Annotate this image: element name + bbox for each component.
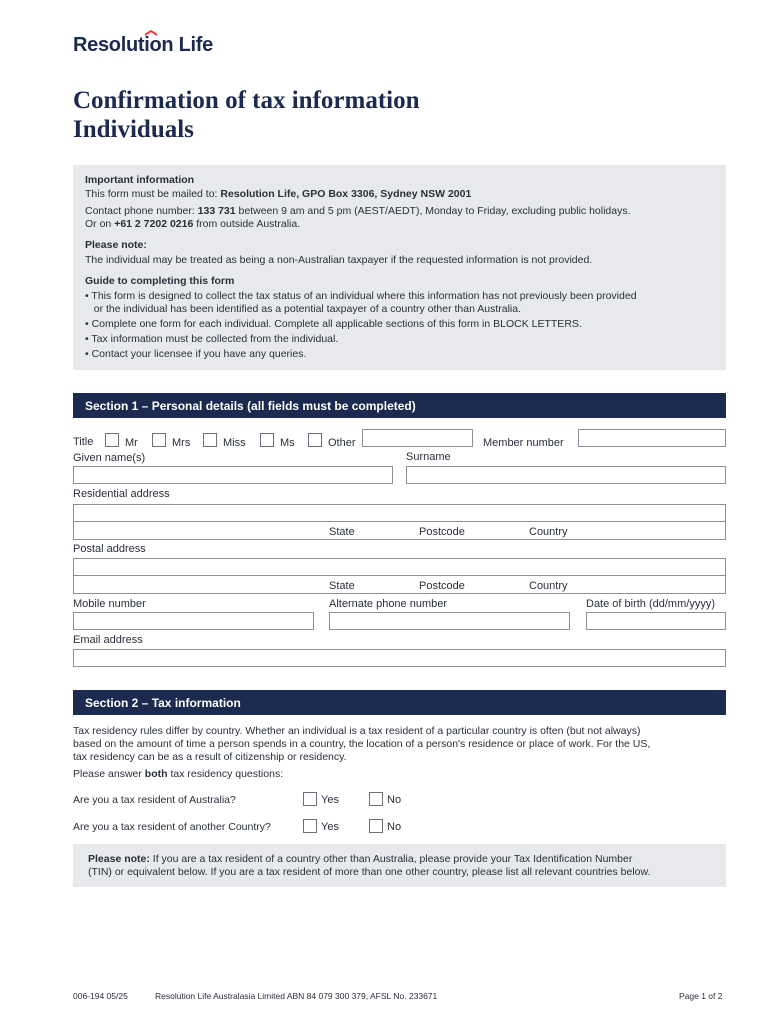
guide-line: • This form is designed to collect the tax status of an individual where this information has not previously been provided	[85, 290, 637, 302]
title-other-checkbox[interactable]	[308, 433, 322, 447]
email-label: Email address	[73, 634, 143, 646]
title-mr-checkbox[interactable]	[105, 433, 119, 447]
tin-note-panel	[73, 844, 726, 887]
title-label: Title	[73, 436, 94, 448]
page-number: Page 1 of 2	[679, 991, 723, 1001]
page-title	[73, 86, 420, 144]
title-other-input[interactable]	[362, 429, 473, 447]
q1-australia-label: Are you a tax resident of Australia?	[73, 794, 236, 806]
mobile-number-label: Mobile number	[73, 598, 146, 610]
title-miss-label: Miss	[223, 437, 246, 449]
alternate-phone-input[interactable]	[329, 612, 570, 630]
residential-address-line-1[interactable]	[73, 504, 726, 522]
residential-state-label: State	[329, 526, 355, 538]
email-input[interactable]	[73, 649, 726, 667]
title-mrs-label: Mrs	[172, 437, 191, 449]
note-text: The individual may be treated as being a non-Australian taxpayer if the requested information is not provided.	[85, 254, 593, 266]
overseas-line: Or on +61 2 7202 0216 from outside Australia.	[85, 218, 301, 230]
q2-no-checkbox[interactable]	[369, 819, 383, 833]
form-code: 006-194 05/25	[73, 991, 128, 1001]
q2-yes-label: Yes	[321, 821, 339, 833]
important-information-panel	[73, 165, 726, 370]
surname-label: Surname	[406, 451, 451, 463]
info-heading: Important information	[85, 174, 195, 186]
title-miss-checkbox[interactable]	[203, 433, 217, 447]
q2-no-label: No	[387, 821, 402, 833]
postal-address-line-2[interactable]	[73, 575, 726, 594]
q1-no-checkbox[interactable]	[369, 792, 383, 806]
postal-postcode-label: Postcode	[419, 580, 465, 592]
q1-yes-checkbox[interactable]	[303, 792, 317, 806]
title-ms-checkbox[interactable]	[260, 433, 274, 447]
guide-line: • Tax information must be collected from the individual.	[85, 333, 339, 345]
residential-address-label: Residential address	[73, 488, 170, 500]
residential-postcode-label: Postcode	[419, 526, 465, 538]
mobile-number-input[interactable]	[73, 612, 314, 630]
surname-input[interactable]	[406, 466, 726, 484]
section-1-header: Section 1 – Personal details (all fields must be completed)	[73, 393, 726, 418]
tax-residency-intro: Tax residency rules differ by country. Whether an individual is a tax resident of a particular country is often (but not always) based on the amount of time a person spends in a country, the location of a person's residence or place of work. For the US, tax residency can be as a result of citizenship or residency.	[73, 725, 651, 763]
guide-line: or the individual has been identified as a potential taxpayer of a country other than Australia.	[85, 303, 522, 315]
guide-line: • Complete one form for each individual. Complete all applicable sections of this form in BLOCK LETTERS.	[85, 318, 582, 330]
logo-accent-icon	[144, 30, 158, 36]
postal-address-line-1[interactable]	[73, 558, 726, 576]
date-of-birth-label: Date of birth (dd/mm/yyyy)	[586, 598, 715, 610]
postal-address-label: Postal address	[73, 543, 146, 555]
postal-country-label: Country	[529, 580, 568, 592]
guide-heading: Guide to completing this form	[85, 275, 235, 287]
mail-line: This form must be mailed to: Resolution Life, GPO Box 3306, Sydney NSW 2001	[85, 188, 472, 200]
member-number-input[interactable]	[578, 429, 726, 447]
given-names-input[interactable]	[73, 466, 393, 484]
company-details: Resolution Life Australasia Limited ABN 84 079 300 379, AFSL No. 233671	[155, 991, 438, 1001]
title-line-1: Confirmation of tax information	[73, 87, 420, 114]
given-names-label: Given name(s)	[73, 452, 146, 464]
note-heading: Please note:	[85, 239, 147, 251]
residential-address-line-2[interactable]	[73, 521, 726, 540]
date-of-birth-input[interactable]	[586, 612, 726, 630]
q1-no-label: No	[387, 794, 402, 806]
title-line-2: Individuals	[73, 116, 194, 143]
q1-yes-label: Yes	[321, 794, 339, 806]
alternate-phone-label: Alternate phone number	[329, 598, 448, 610]
logo: Resolution Life	[73, 34, 213, 56]
title-other-label: Other	[328, 437, 356, 449]
title-mrs-checkbox[interactable]	[152, 433, 166, 447]
q2-yes-checkbox[interactable]	[303, 819, 317, 833]
member-number-label: Member number	[483, 437, 564, 449]
q2-other-country-label: Are you a tax resident of another Country?	[73, 821, 271, 833]
residential-country-label: Country	[529, 526, 568, 538]
title-mr-label: Mr	[125, 437, 138, 449]
answer-instruction: Please answer both tax residency questions:	[73, 768, 284, 780]
tin-note-line-2: (TIN) or equivalent below. If you are a tax resident of more than one other country, please list all relevant countries below.	[88, 866, 651, 878]
postal-state-label: State	[329, 580, 355, 592]
title-ms-label: Ms	[280, 437, 295, 449]
tin-note-line-1: Please note: If you are a tax resident of a country other than Australia, please provide your Tax Identification Number	[88, 853, 633, 865]
phone-line: Contact phone number: 133 731 between 9 am and 5 pm (AEST/AEDT), Monday to Friday, excluding public holidays.	[85, 205, 631, 217]
guide-line: • Contact your licensee if you have any queries.	[85, 348, 307, 360]
section-2-header: Section 2 – Tax information	[73, 690, 726, 715]
